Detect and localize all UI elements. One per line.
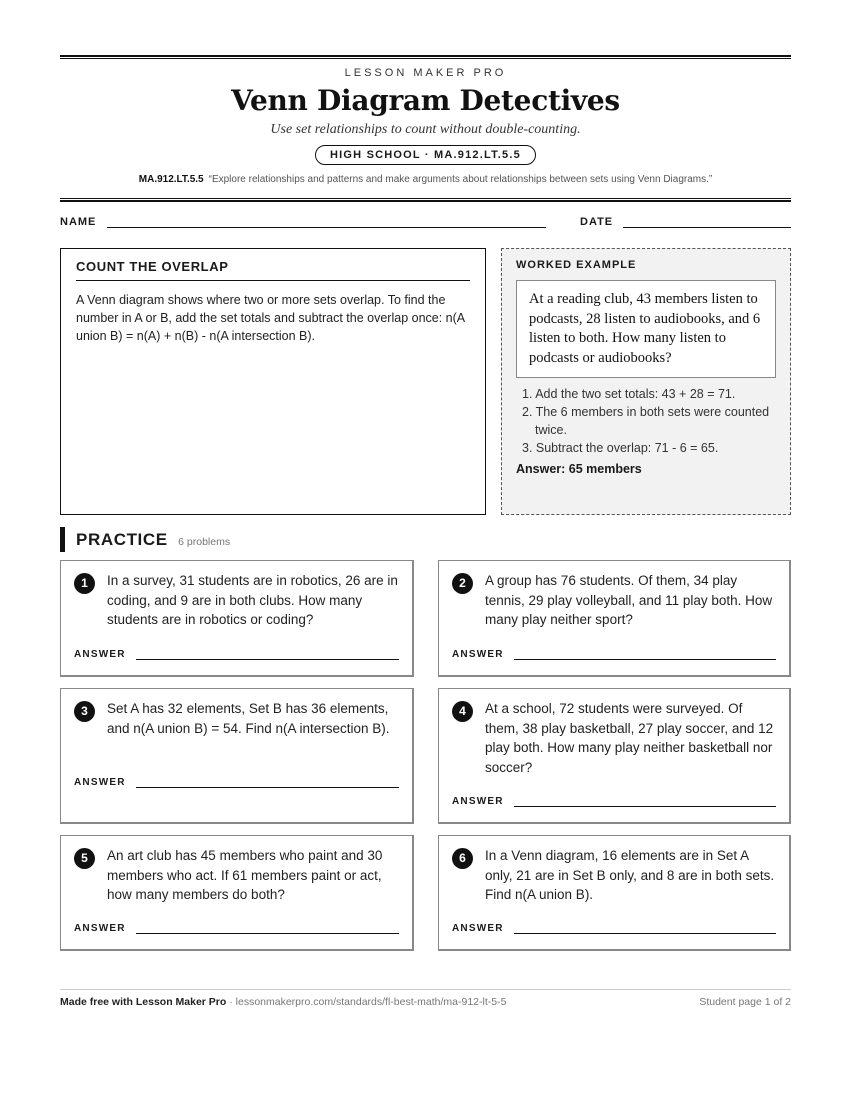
date-label: DATE [580,216,614,228]
problem-text: At a school, 72 students were surveyed. Of them, 38 play basketball, 27 play soccer, and 12 play both. How many play neither basketball nor soccer? [485,701,774,775]
date-field-line[interactable] [623,227,791,228]
answer-label: ANSWER [452,923,504,934]
concept-box [60,248,486,515]
footer-credit [60,996,506,1008]
footer-rule [60,989,791,990]
answer-label: ANSWER [74,777,126,788]
answer-line[interactable] [514,933,776,934]
worked-example-problem: At a reading club, 43 members listen to podcasts, 28 listen to audiobooks, and 6 listen to both. How many listen to podcasts or audiobooks? [516,280,776,378]
name-label: NAME [60,216,97,228]
problem-number-badge: 2 [452,573,473,594]
practice-title: PRACTICE [76,530,168,549]
worked-example-box [501,248,791,515]
concept-text: A Venn diagram shows where two or more sets overlap. To find the number in A or B, add the set totals and subtract the overlap once: n(A union B) = n(A) + n(B) - n(A intersection B). [76,293,465,343]
problem-text: An art club has 45 members who paint and 30 members who act. If 61 members paint or act, how many members do both? [107,848,383,902]
problem-number-badge: 6 [452,848,473,869]
problem-number-badge: 5 [74,848,95,869]
answer-line[interactable] [136,933,399,934]
answer-row [74,923,399,937]
problem-text: In a survey, 31 students are in robotics, 26 are in coding, and 9 are in both clubs. How many students are in robotics or coding? [107,573,398,627]
answer-label: ANSWER [452,649,504,660]
problem-number-badge: 1 [74,573,95,594]
footer-page-number: Student page 1 of 2 [699,996,791,1008]
worked-example-step: 2. The 6 members in both sets were counted twice. [522,405,770,437]
answer-row [452,796,776,810]
answer-label: ANSWER [452,796,504,807]
problem-text: Set A has 32 elements, Set B has 36 elements, and n(A union B) = 54. Find n(A intersection B). [107,701,390,736]
worked-example-title: WORKED EXAMPLE [516,259,637,271]
problem-card-4 [438,688,791,824]
name-date-row [60,216,791,230]
problem-number-badge: 4 [452,701,473,722]
worked-example-steps [516,385,776,457]
name-field-line[interactable] [107,227,546,228]
worked-example-step: 3. Subtract the overlap: 71 - 6 = 65. [522,441,719,455]
problem-text: A group has 76 students. Of them, 34 play tennis, 29 play volleyball, and 11 play both. How many play neither sport? [485,573,773,627]
answer-line[interactable] [136,659,399,660]
standard-description [60,174,791,185]
grade-badge-wrapper [60,145,791,165]
answer-row [452,649,776,663]
answer-line[interactable] [136,787,399,788]
header-bottom-rule [60,198,791,202]
header-top-rule [60,55,791,59]
worksheet-subtitle: Use set relationships to count without double-counting. [270,122,581,137]
answer-row [74,649,399,663]
problem-card-1 [60,560,414,677]
problem-card-2 [438,560,791,677]
answer-label: ANSWER [74,923,126,934]
practice-count: 6 problems [178,536,231,548]
answer-line[interactable] [514,806,776,807]
worked-example-step: 1. Add the two set totals: 43 + 28 = 71. [522,387,736,401]
brand-name: LESSON MAKER PRO [344,67,507,79]
footer-url[interactable]: · lessonmakerpro.com/standards/fl-best-math/ma-912-lt-5-5 [226,996,507,1008]
problem-card-6 [438,835,791,951]
answer-row [74,777,399,791]
footer-made-with: Made free with Lesson Maker Pro [60,996,227,1008]
problem-card-3 [60,688,414,824]
answer-line[interactable] [514,659,776,660]
concept-title: COUNT THE OVERLAP [76,259,470,281]
problem-card-5 [60,835,414,951]
problem-text: In a Venn diagram, 16 elements are in Set A only, 21 are in Set B only, and 8 are in both sets. Find n(A union B). [485,848,775,902]
worksheet-title: Venn Diagram Detectives [231,84,620,117]
answer-label: ANSWER [74,649,126,660]
worked-example-answer: Answer: 65 members [516,462,642,476]
practice-heading [60,527,230,552]
problem-number-badge: 3 [74,701,95,722]
standard-text: “Explore relationships and patterns and make arguments about relationships between sets using Venn Diagrams.” [208,174,713,185]
standard-code: MA.912.LT.5.5 [138,174,204,185]
answer-row [452,923,776,937]
grade-standard-badge: HIGH SCHOOL · MA.912.LT.5.5 [315,145,536,165]
